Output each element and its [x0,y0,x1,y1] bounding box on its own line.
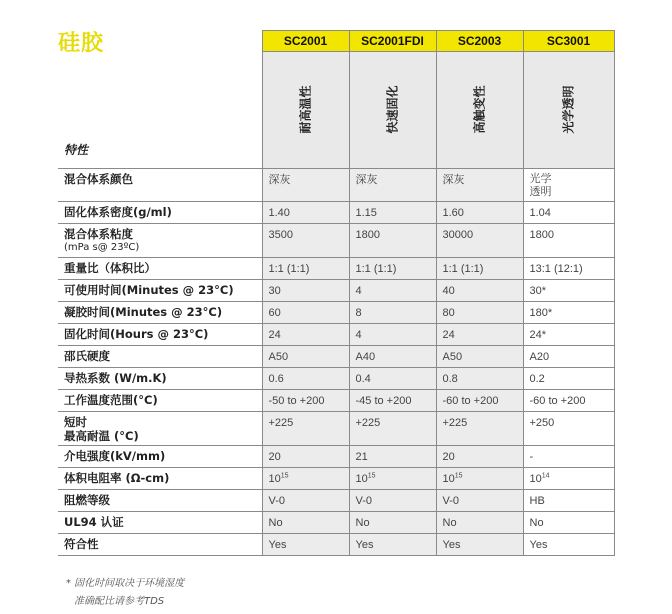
row-label-text: 阻燃等级 [64,493,110,507]
product-code: SC2001FDI [349,31,436,52]
table-row [58,224,614,258]
value-cell: No [523,512,614,534]
value-cell: A20 [523,346,614,368]
row-label [58,534,262,556]
value-cell: $10^{15}$ [262,468,349,490]
row-label [58,468,262,490]
value-cell: 0.2 [523,368,614,390]
row-label [58,446,262,468]
value-cell: 30* [523,280,614,302]
table-row [58,302,614,324]
product-header-row [58,31,614,52]
row-label [58,512,262,534]
value-cell: +250 [523,412,614,446]
value-cell: 4 [349,280,436,302]
value-cell: 深灰 [262,169,349,202]
row-label-text: 邵氏硬度 [64,349,110,363]
value-cell: 光学 透明 [523,169,614,202]
feature-label: 快速固化 [385,85,400,134]
table-row [58,258,614,280]
table-row [58,412,614,446]
value-cell: 3500 [262,224,349,258]
value-cell: 1800 [523,224,614,258]
row-label [58,224,262,258]
value-cell: 1.04 [523,202,614,224]
value-cell: 30 [262,280,349,302]
value-cell: Yes [262,534,349,556]
row-label-text: 符合性 [64,537,99,551]
value-cell: 0.8 [436,368,523,390]
row-label [58,490,262,512]
value-cell: No [436,512,523,534]
feature-label: 耐高温性 [298,85,313,134]
feature-cell [436,52,523,169]
value-cell: A50 [436,346,523,368]
value-cell: +225 [262,412,349,446]
value-cell: +225 [436,412,523,446]
footnote: 准确配比请参考TDS [74,596,165,607]
feature-cell [349,52,436,169]
row-label-text: 短时 [64,415,87,429]
value-cell: $10^{15}$ [349,468,436,490]
value-cell: 0.6 [262,368,349,390]
value-cell: A40 [349,346,436,368]
table-row [58,324,614,346]
feature-label: 高触变性 [472,85,487,134]
characteristics-label: 特性 [58,52,262,169]
value-cell: Yes [436,534,523,556]
row-label [58,368,262,390]
row-label-text: 导热系数 (W/m.K) [64,371,167,385]
table-row [58,468,614,490]
value-cell: 21 [349,446,436,468]
table-row [58,346,614,368]
value-cell: 1.60 [436,202,523,224]
value-cell: 60 [262,302,349,324]
value-cell: - [523,446,614,468]
row-label [58,412,262,446]
row-label-sub: 最高耐温 (°C) [64,429,139,443]
value-cell: 深灰 [436,169,523,202]
value-cell: 1800 [349,224,436,258]
value-cell: HB [523,490,614,512]
table-row [58,368,614,390]
value-cell: -60 to +200 [523,390,614,412]
value-cell: -50 to +200 [262,390,349,412]
value-cell: 40 [436,280,523,302]
feature-cell [523,52,614,169]
value-cell: 24 [436,324,523,346]
value-cell: No [262,512,349,534]
value-cell: 1.40 [262,202,349,224]
row-label [58,280,262,302]
value-cell: 深灰 [349,169,436,202]
value-cell: 30000 [436,224,523,258]
value-cell: $10^{15}$ [436,468,523,490]
row-label [58,324,262,346]
row-label [58,346,262,368]
row-label [58,169,262,202]
row-label-sub: (mPa s@ 23ºC) [64,242,140,253]
value-cell: 80 [436,302,523,324]
value-cell: A50 [262,346,349,368]
table-row [58,446,614,468]
table-row [58,169,614,202]
value-cell: -60 to +200 [436,390,523,412]
row-label [58,302,262,324]
feature-row [58,52,614,169]
row-label [58,202,262,224]
product-code: SC2001 [262,31,349,52]
spec-table [58,30,615,556]
value-cell: 13:1 (12:1) [523,258,614,280]
value-cell: 1:1 (1:1) [262,258,349,280]
value-cell: 1.15 [349,202,436,224]
table-row [58,534,614,556]
row-label-text: 重量比（体积比） [64,261,156,275]
row-label-text: 介电强度(kV/mm) [64,449,166,463]
table-row [58,280,614,302]
footnote: * 固化时间取决于环境湿度 [66,578,185,589]
table-row [58,490,614,512]
value-cell: 4 [349,324,436,346]
value-cell: V-0 [262,490,349,512]
value-cell: -45 to +200 [349,390,436,412]
product-code: SC2003 [436,31,523,52]
value-cell: V-0 [436,490,523,512]
page-title: 硅胶 [58,31,105,56]
value-cell: 1:1 (1:1) [436,258,523,280]
row-label-text: 固化时间(Hours @ 23°C) [64,327,209,341]
row-label-text: 混合体系粘度 [64,227,133,241]
feature-label: 光学透明 [561,85,576,134]
value-cell: $10^{14}$ [523,468,614,490]
product-code: SC3001 [523,31,614,52]
row-label-text: UL94 认证 [64,515,124,529]
row-label-text: 体积电阻率 (Ω-cm) [64,471,170,485]
value-cell: 20 [262,446,349,468]
value-cell: 8 [349,302,436,324]
row-label-text: 凝胶时间(Minutes @ 23°C) [64,305,223,319]
value-cell: 20 [436,446,523,468]
value-cell: No [349,512,436,534]
value-cell: 180* [523,302,614,324]
table-row [58,202,614,224]
value-cell: 0.4 [349,368,436,390]
value-cell: Yes [523,534,614,556]
row-label [58,258,262,280]
row-label-text: 混合体系颜色 [64,172,133,186]
value-cell: V-0 [349,490,436,512]
value-cell: 1:1 (1:1) [349,258,436,280]
row-label-text: 固化体系密度(g/ml) [64,205,172,219]
row-label [58,390,262,412]
feature-cell [262,52,349,169]
value-cell: +225 [349,412,436,446]
table-row [58,390,614,412]
row-label-text: 工作温度范围(°C) [64,393,158,407]
row-label-text: 可使用时间(Minutes @ 23°C) [64,283,234,297]
value-cell: Yes [349,534,436,556]
value-cell: 24* [523,324,614,346]
table-row [58,512,614,534]
value-cell: 24 [262,324,349,346]
